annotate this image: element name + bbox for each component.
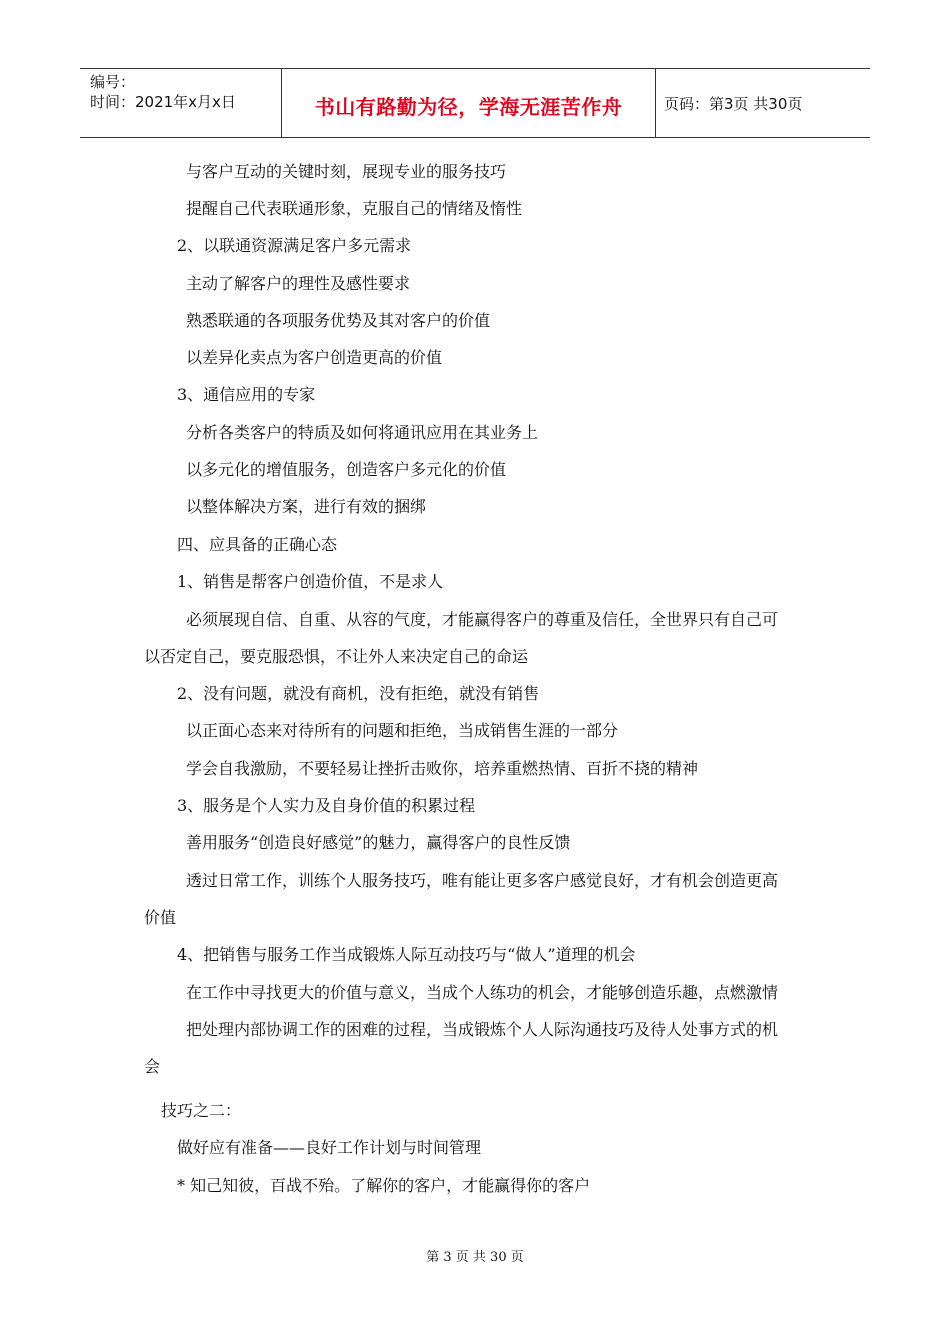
text-line: 以多元化的增值服务，创造客户多元化的价值 [186,460,507,479]
text-line: 3、服务是个人实力及自身价值的积累过程 [177,796,476,815]
text-line: 2、没有问题，就没有商机，没有拒绝，就没有销售 [177,684,540,703]
text-line: 在工作中寻找更大的价值与意义，当成个人练功的机会，才能够创造乐趣，点燃激情 [186,983,779,1002]
text-line: 与客户互动的关键时刻，展现专业的服务技巧 [186,162,507,181]
header-motto: 书山有路勤为径，学海无涯苦作舟 [314,95,623,119]
header-info-cell [80,69,282,137]
text-line: 必须展现自信、自重、从容的气度，才能赢得客户的尊重及信任，全世界只有自己可 [186,610,779,629]
text-line: * 知己知彼，百战不殆。了解你的客户，才能赢得你的客户 [177,1176,591,1195]
header-page-cell [656,69,870,137]
text-line: 会 [144,1057,161,1076]
text-line: 分析各类客户的特质及如何将通讯应用在其业务上 [186,423,539,442]
section-heading: 四、应具备的正确心态 [177,535,338,554]
page-footer: 第 3 页 共 30 页 [426,1250,524,1265]
text-line: 4、把销售与服务工作当成锻炼人际互动技巧与“做人”道理的机会 [177,945,636,964]
text-line: 以正面心态来对待所有的问题和拒绝，当成销售生涯的一部分 [186,721,619,740]
text-line: 把处理内部协调工作的困难的过程，当成锻炼个人人际沟通技巧及待人处事方式的机 [186,1020,779,1039]
text-line: 提醒自己代表联通形象，克服自己的情绪及惰性 [186,199,523,218]
text-line: 主动了解客户的理性及感性要求 [186,274,411,293]
text-line: 学会自我激励，不要轻易让挫折击败你，培养重燃热情、百折不挠的精神 [186,759,699,778]
text-line: 1、销售是帮客户创造价值，不是求人 [177,572,444,591]
document-header [80,68,870,138]
header-motto-cell [282,69,656,137]
document-number-label: 编号： [90,73,136,91]
text-line: 以否定自己，要克服恐惧，不让外人来决定自己的命运 [144,647,529,666]
text-line: 透过日常工作，训练个人服务技巧，唯有能让更多客户感觉良好，才有机会创造更高 [186,871,779,890]
text-line: 2、以联通资源满足客户多元需求 [177,236,412,255]
text-line: 善用服务“创造良好感觉”的魅力，赢得客户的良性反馈 [186,833,571,852]
text-line: 以整体解决方案，进行有效的捆绑 [186,497,427,516]
header-page-code: 页码：第3页 共30页 [664,95,803,113]
text-line: 以差异化卖点为客户创造更高的价值 [186,348,443,367]
text-line: 价值 [144,908,177,927]
section-heading: 技巧之二： [161,1101,242,1120]
text-line: 熟悉联通的各项服务优势及其对客户的价值 [186,311,491,330]
text-line: 3、通信应用的专家 [177,385,316,404]
text-line: 做好应有准备——良好工作计划与时间管理 [177,1138,482,1157]
document-time-label: 时间：2021年x月x日 [90,93,236,111]
